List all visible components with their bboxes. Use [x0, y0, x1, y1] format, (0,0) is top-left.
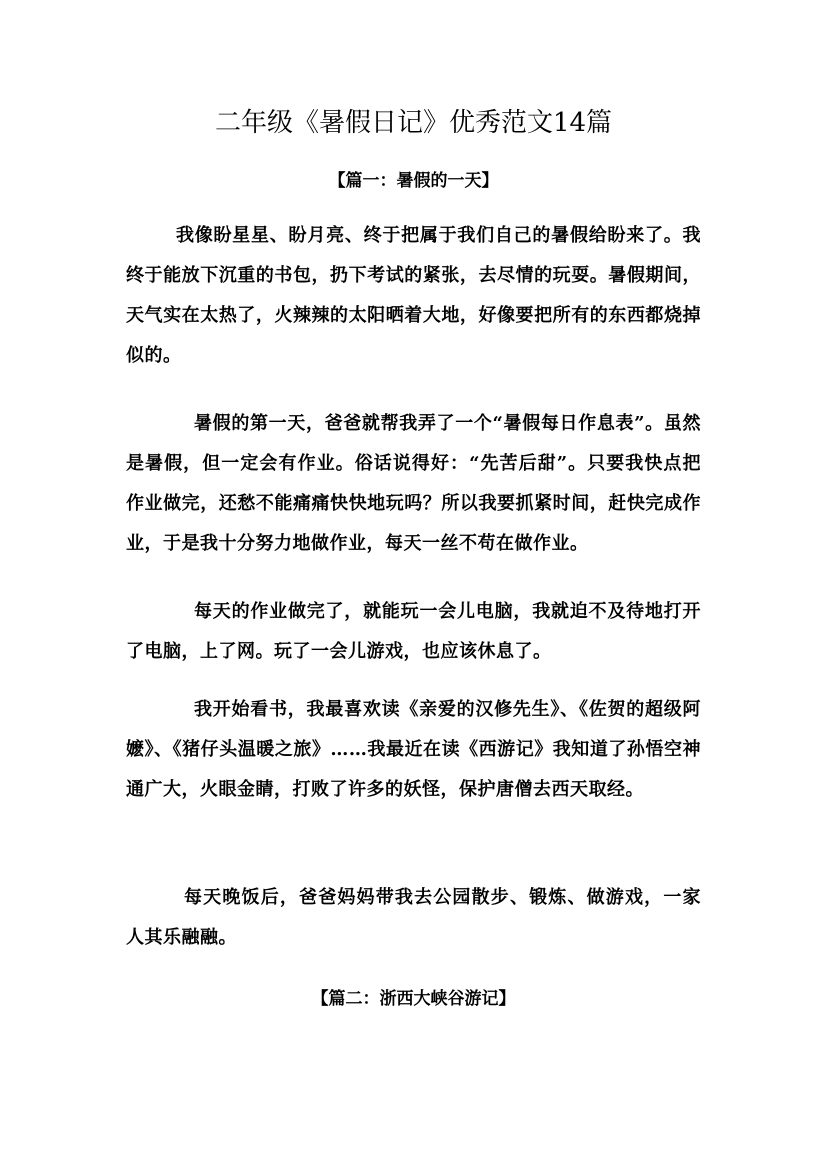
section-heading-1: 【篇一：暑假的一天】 — [328, 171, 499, 191]
paragraph-5: 每天晚饭后，爸爸妈妈带我去公园散步、锻炼、做游戏，一家人其乐融融。 — [126, 887, 701, 948]
paragraph-1: 我像盼星星、盼月亮、终于把属于我们自己的暑假给盼来了。我终于能放下沉重的书包，扔下考试的紧张，去尽情的玩耍。暑假期间，天气实在太热了，火辣辣的太阳晒着大地，好像要把所有的东西都烧掉似的。 — [126, 225, 701, 366]
paragraph-2: 暑假的第一天，爸爸就帮我弄了一个“暑假每日作息表”。虽然是暑假，但一定会有作业。俗话说得好：“先苦后甜”。只要我快点把作业做完，还愁不能痛痛快快地玩吗？所以我要抓紧时间，赶快完成作业，于是我十分努力地做作业，每天一丝不苟在做作业。 — [126, 413, 701, 554]
paragraph-3: 每天的作业做完了，就能玩一会儿电脑，我就迫不及待地打开了电脑，上了网。玩了一会儿游戏，也应该休息了。 — [126, 601, 701, 662]
paragraph-4: 我开始看书，我最喜欢读《亲爱的汉修先生》、《佐贺的超级阿嬷》、《猪仔头温暖之旅》……我最近在读《西游记》我知道了孙悟空神通广大，火眼金睛，打败了许多的妖怪，保护唐僧去西天取经。 — [126, 699, 701, 800]
page-title: 二年级《暑假日记》优秀范文14篇 — [214, 108, 613, 138]
section-heading-2: 【篇二：浙西大峡谷游记】 — [311, 989, 516, 1009]
